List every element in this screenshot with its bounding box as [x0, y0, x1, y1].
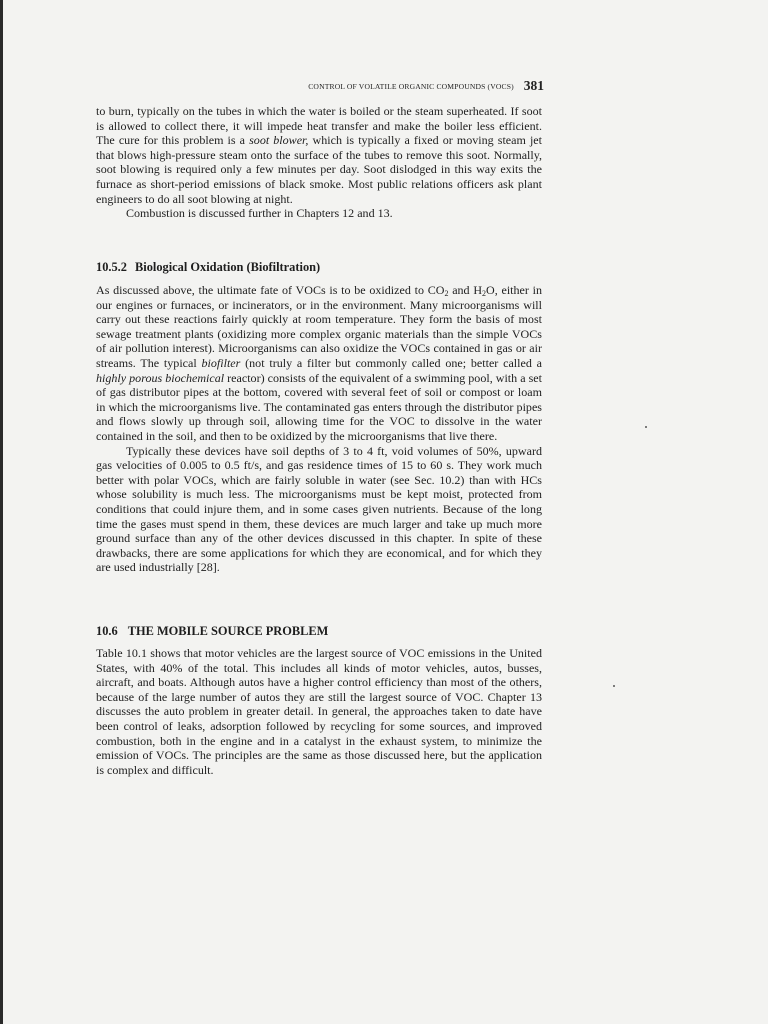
- biofiltration-paragraph-2: Typically these devices have soil depths of 3 to 4 ft, void volumes of 50%, upward gas velocities of 0.005 to 0.5 ft/s, and gas residence times of 15 to 60 s. They work much better with polar VOCs, which are fairly soluble in water (see Sec. 10.2) than with HCs whose solubility is much less. The microorganisms must be kept moist, protected from conditions that could injure them, and in some cases given nutrients. Because of the long time the gases must spend in them, these devices are much larger and take up much more ground surface than any of the other devices discussed in this chapter. In spite of these drawbacks, there are some applications for which they are economical, and for which they are used industrially [28].: [96, 443, 542, 575]
- section-heading-10-5-2: [96, 260, 320, 275]
- scan-speck: [645, 426, 647, 428]
- running-title: CONTROL OF VOLATILE ORGANIC COMPOUNDS (VOCS): [308, 82, 514, 91]
- section-number: 10.6: [96, 624, 118, 638]
- term-soot-blower: soot blower,: [249, 133, 309, 148]
- carryover-paragraph-1: to burn, typically on the tubes in which the water is boiled or the steam superheated. If soot is allowed to collect there, it will impede heat transfer and make the boiler less efficient. The cure for this problem is a soot blower, which is typically a fixed or moving steam jet that blows high-pressure steam onto the surface of the tubes to remove this soot. Normally, soot blowing is required only a few minutes per day. Soot dislodged in this way exits the furnace as short-period emissions of black smoke. Most public relations officers ask plant engineers to do all soot blowing at night.: [96, 104, 543, 206]
- mobile-source-paragraph: Table 10.1 shows that motor vehicles are the largest source of VOC emissions in the United States, with 40% of the total. This includes all kinds of motor vehicles, autos, busses, aircraft, and boats. Although autos have a higher control efficiency than most of the others, because of the large number of autos they are still the largest source of VOC. Chapter 13 discusses the auto problem in greater detail. In general, the approaches taken to date have been control of leaks, adsorption followed by recycling for some sources, and improved combustion, both in the engine and in a catalyst in the exhaust system, to minimize the emission of VOCs. The principles are the same as those discussed here, but the application is complex and difficult.: [96, 646, 542, 777]
- section-title: THE MOBILE SOURCE PROBLEM: [127, 624, 329, 638]
- term-reactor: highly porous biochemical: [96, 370, 225, 385]
- term-biofilter: biofilter: [201, 355, 241, 370]
- section-heading-10-6: [96, 624, 328, 639]
- carryover-text: [96, 104, 542, 221]
- section-number: 10.5.2: [96, 260, 127, 274]
- scan-edge: [0, 0, 3, 1024]
- section-10-6-body: [96, 646, 542, 777]
- carryover-paragraph-2: Combustion is discussed further in Chapters 12 and 13.: [126, 206, 393, 221]
- biofiltration-paragraph-1: As discussed above, the ultimate fate of VOCs is to be oxidized to $CO_2$ and $H_2O$, either in our engines or furnaces, or incinerators, or in the environment. Many microorganisms will carry out these reactions fairly quickly at room temperature. They form the basis of most sewage treatment plants (oxidizing more complex organic materials than the simple VOCs of air pollution interest). Microorganisms can also oxidize the VOCs contained in gas or air streams. The typical biofilter (not truly a filter but commonly called one; better called a highly porous biochemical reactor) consists of the equivalent of a swimming pool, with a set of gas distributor pipes at the bottom, covered with several feet of soil or compost or loam in which the microorganisms live. The contaminated gas enters through the distributor pipes and flows slowly up through soil, allowing time for the VOC to dissolve in the water contained in the soil, and then to be oxidized by the microorganisms that live there.: [96, 283, 543, 443]
- page-number: 381: [523, 78, 544, 93]
- section-title: Biological Oxidation (Biofiltration): [134, 260, 321, 274]
- section-10-5-2-body: [96, 283, 542, 575]
- scan-speck: [613, 685, 615, 687]
- running-head: [96, 78, 544, 94]
